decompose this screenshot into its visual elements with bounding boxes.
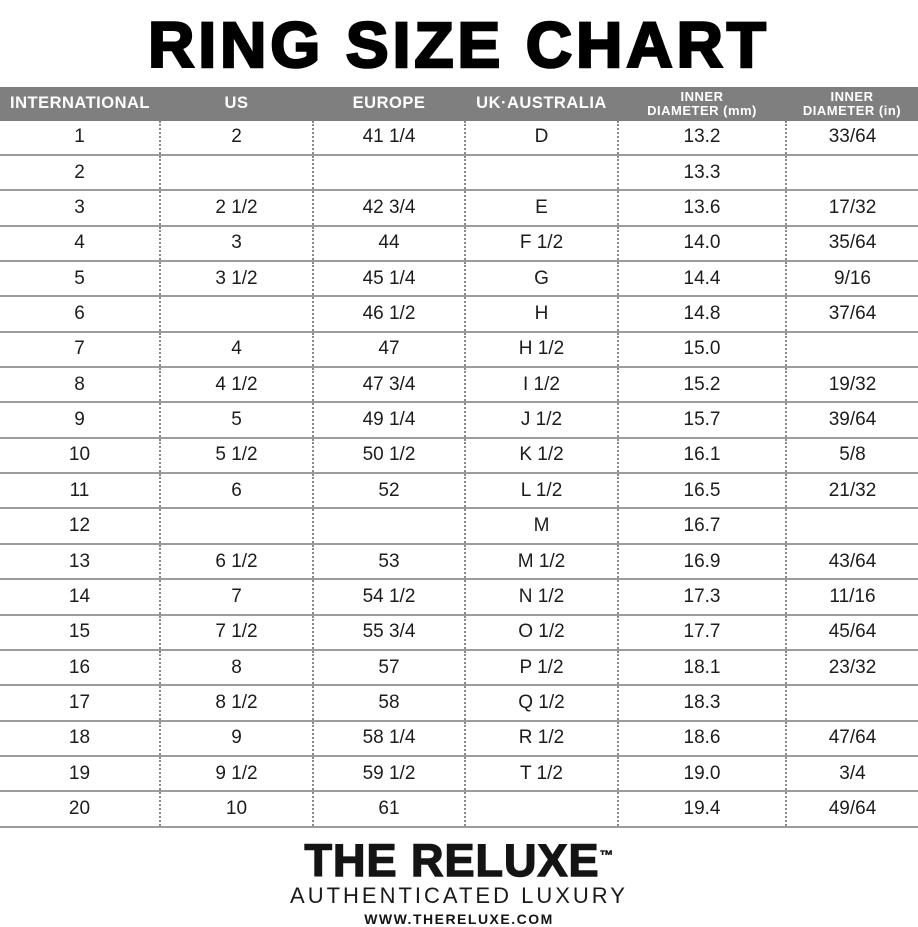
table-cell: R 1/2 [465, 721, 618, 756]
table-cell: 17/32 [786, 190, 918, 225]
brand-logo [304, 832, 613, 884]
table-cell: O 1/2 [465, 615, 618, 650]
table-row [0, 544, 918, 579]
table-cell: 14.8 [618, 296, 786, 331]
table-cell: 58 [313, 685, 465, 720]
table-cell: I 1/2 [465, 367, 618, 402]
website-url: WWW.THERELUXE.COM [364, 911, 554, 927]
table-body [0, 121, 918, 827]
table-cell: 6 [160, 473, 313, 508]
table-row [0, 473, 918, 508]
table-row [0, 332, 918, 367]
table-row [0, 721, 918, 756]
table-row [0, 650, 918, 685]
table-cell: F 1/2 [465, 226, 618, 261]
table-cell: 2 [0, 155, 160, 190]
table-header-row [0, 87, 918, 121]
table-cell [465, 791, 618, 827]
table-row [0, 402, 918, 437]
table-row [0, 756, 918, 791]
table-cell: N 1/2 [465, 579, 618, 614]
table-cell: H 1/2 [465, 332, 618, 367]
table-cell: 44 [313, 226, 465, 261]
page-title: RING SIZE CHART [148, 8, 770, 81]
table-cell: 20 [0, 791, 160, 827]
table-cell: E [465, 190, 618, 225]
table-cell: 5 1/2 [160, 438, 313, 473]
table-cell [160, 508, 313, 543]
table-row [0, 121, 918, 155]
table-cell: T 1/2 [465, 756, 618, 791]
table-cell: 14.0 [618, 226, 786, 261]
table-cell: 14.4 [618, 261, 786, 296]
table-cell: 6 1/2 [160, 544, 313, 579]
ring-size-table [0, 87, 918, 828]
table-cell: 52 [313, 473, 465, 508]
table-cell: 50 1/2 [313, 438, 465, 473]
table-cell: 53 [313, 544, 465, 579]
column-header-uk-australia: UK·AUSTRALIA [465, 87, 618, 121]
column-header-international: INTERNATIONAL [0, 87, 160, 121]
table-cell: 13.3 [618, 155, 786, 190]
table-cell: M [465, 508, 618, 543]
table-cell: G [465, 261, 618, 296]
table-cell: 19.0 [618, 756, 786, 791]
table-cell: 55 3/4 [313, 615, 465, 650]
table-row [0, 296, 918, 331]
table-cell: 59 1/2 [313, 756, 465, 791]
column-header-inner-diameter-mm: INNER DIAMETER (mm) [618, 87, 786, 121]
table-cell [313, 508, 465, 543]
table-cell: 15 [0, 615, 160, 650]
table-cell: 9 [160, 721, 313, 756]
table-cell: 37/64 [786, 296, 918, 331]
table-cell: J 1/2 [465, 402, 618, 437]
table-cell: 13.6 [618, 190, 786, 225]
table-cell: 3 1/2 [160, 261, 313, 296]
table-row [0, 261, 918, 296]
table-cell: 9 1/2 [160, 756, 313, 791]
table-cell: 49/64 [786, 791, 918, 827]
table-cell: 9 [0, 402, 160, 437]
table-cell: 13 [0, 544, 160, 579]
table-cell: 57 [313, 650, 465, 685]
table-cell: 13.2 [618, 121, 786, 155]
table-cell [465, 155, 618, 190]
column-header-inner-diameter-in: INNER DIAMETER (in) [786, 87, 918, 121]
table-cell: 19.4 [618, 791, 786, 827]
table-cell: 61 [313, 791, 465, 827]
table-cell: 1 [0, 121, 160, 155]
table-cell: 14 [0, 579, 160, 614]
table-cell: 43/64 [786, 544, 918, 579]
table-cell: 2 [160, 121, 313, 155]
table-cell: 10 [160, 791, 313, 827]
table-cell: 17.3 [618, 579, 786, 614]
table-row [0, 508, 918, 543]
table-cell: 18.3 [618, 685, 786, 720]
table-cell: 23/32 [786, 650, 918, 685]
table-cell: L 1/2 [465, 473, 618, 508]
table-cell: 7 [160, 579, 313, 614]
table-cell: D [465, 121, 618, 155]
table-cell: 2 1/2 [160, 190, 313, 225]
table-cell: 45 1/4 [313, 261, 465, 296]
table-cell [786, 155, 918, 190]
table-row [0, 685, 918, 720]
table-cell: 4 [0, 226, 160, 261]
table-cell: 10 [0, 438, 160, 473]
table-cell: 15.2 [618, 367, 786, 402]
table-cell: 18.1 [618, 650, 786, 685]
table-cell: K 1/2 [465, 438, 618, 473]
table-row [0, 226, 918, 261]
table-cell: 35/64 [786, 226, 918, 261]
table-row [0, 579, 918, 614]
table-cell [160, 296, 313, 331]
table-cell: 49 1/4 [313, 402, 465, 437]
column-header-europe: EUROPE [313, 87, 465, 121]
table-cell: 47 3/4 [313, 367, 465, 402]
table-cell: 12 [0, 508, 160, 543]
brand-name: THE RELUXE [304, 835, 600, 886]
table-cell: 18 [0, 721, 160, 756]
table-cell: 39/64 [786, 402, 918, 437]
table-cell: P 1/2 [465, 650, 618, 685]
table-cell [786, 332, 918, 367]
table-cell: 33/64 [786, 121, 918, 155]
table-cell: 5 [0, 261, 160, 296]
table-cell: 7 1/2 [160, 615, 313, 650]
table-cell: 8 [0, 367, 160, 402]
table-cell: 3 [160, 226, 313, 261]
table-cell: 19/32 [786, 367, 918, 402]
table-cell: 16.9 [618, 544, 786, 579]
table-cell: 3 [0, 190, 160, 225]
table-cell: 11/16 [786, 579, 918, 614]
table-cell: 19 [0, 756, 160, 791]
table-cell: 7 [0, 332, 160, 367]
table-cell: 4 1/2 [160, 367, 313, 402]
table-cell: 5/8 [786, 438, 918, 473]
table-cell: 15.0 [618, 332, 786, 367]
table-row [0, 791, 918, 827]
table-cell: 47/64 [786, 721, 918, 756]
table-cell [786, 685, 918, 720]
table-cell: 16.1 [618, 438, 786, 473]
table-cell: 58 1/4 [313, 721, 465, 756]
table-cell [786, 508, 918, 543]
table-cell: 3/4 [786, 756, 918, 791]
table-cell: 8 [160, 650, 313, 685]
table-row [0, 438, 918, 473]
table-cell: 8 1/2 [160, 685, 313, 720]
table-row [0, 190, 918, 225]
table-cell: Q 1/2 [465, 685, 618, 720]
table-cell: M 1/2 [465, 544, 618, 579]
trademark-symbol: ™ [599, 847, 614, 863]
footer [0, 828, 918, 927]
table-cell [313, 155, 465, 190]
table-cell: 42 3/4 [313, 190, 465, 225]
table-cell: 21/32 [786, 473, 918, 508]
table-cell: 54 1/2 [313, 579, 465, 614]
table-cell: 4 [160, 332, 313, 367]
table-cell: 18.6 [618, 721, 786, 756]
table-cell: 46 1/2 [313, 296, 465, 331]
table-cell: 6 [0, 296, 160, 331]
table-cell: 16 [0, 650, 160, 685]
table-cell [160, 155, 313, 190]
table-cell: 16.5 [618, 473, 786, 508]
table-cell: 41 1/4 [313, 121, 465, 155]
table-row [0, 155, 918, 190]
table-row [0, 367, 918, 402]
column-header-us: US [160, 87, 313, 121]
table-cell: 17 [0, 685, 160, 720]
table-row [0, 615, 918, 650]
table-cell: 9/16 [786, 261, 918, 296]
table-cell: 5 [160, 402, 313, 437]
table-cell: 11 [0, 473, 160, 508]
table-cell: 45/64 [786, 615, 918, 650]
table-header [0, 87, 918, 121]
table-cell: 16.7 [618, 508, 786, 543]
table-cell: 47 [313, 332, 465, 367]
table-cell: 15.7 [618, 402, 786, 437]
brand-tagline: AUTHENTICATED LUXURY [290, 883, 628, 908]
table-cell: 17.7 [618, 615, 786, 650]
table-cell: H [465, 296, 618, 331]
